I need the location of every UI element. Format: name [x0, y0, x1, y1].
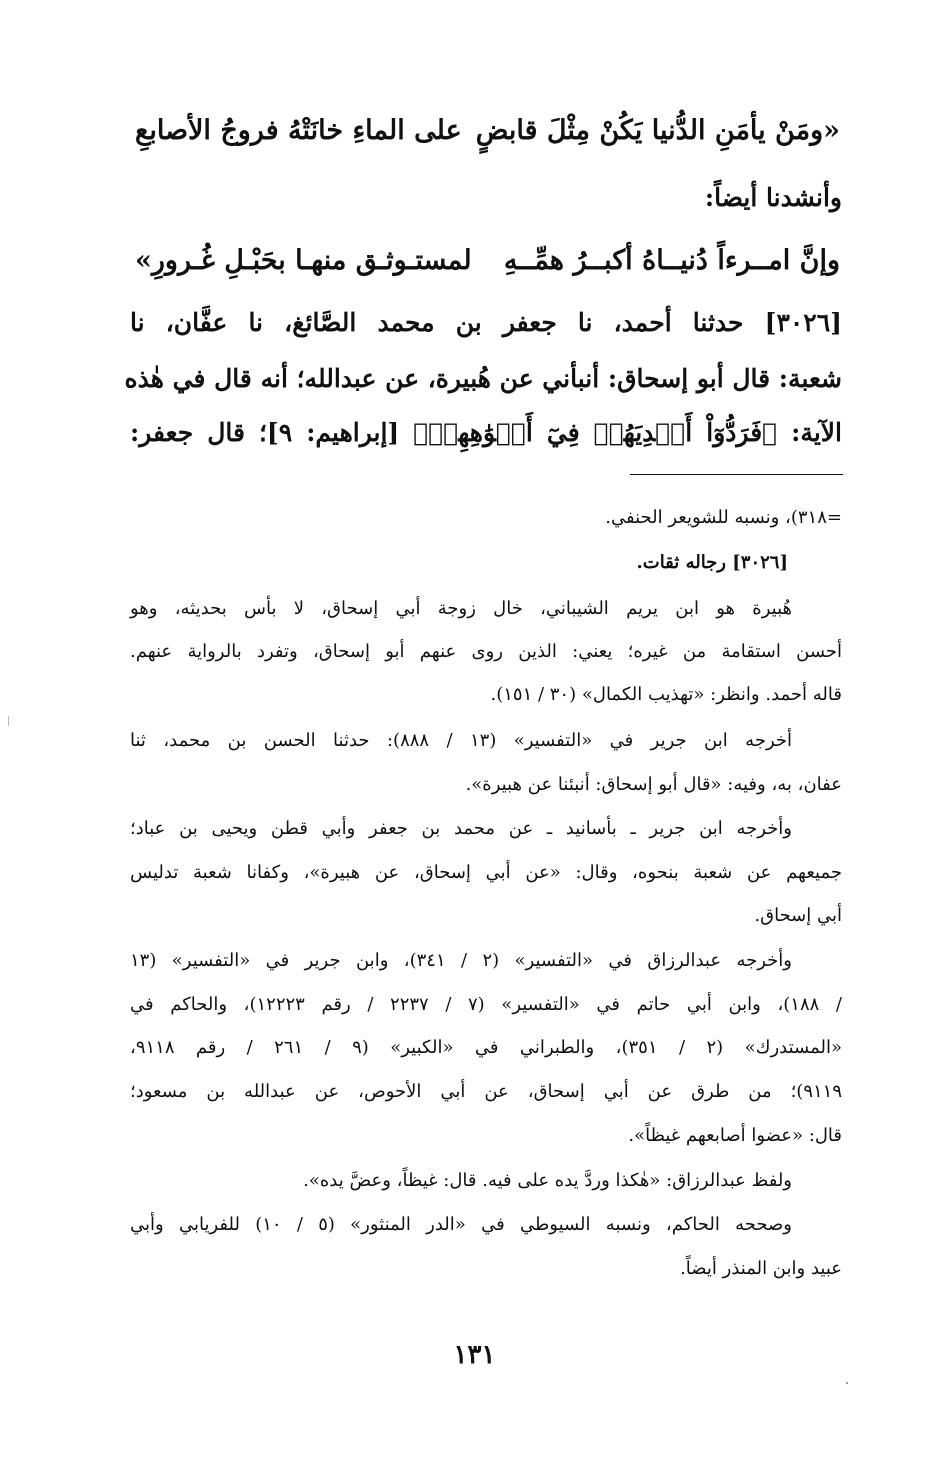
footnote-line-17: وصححه الحاكم، ونسبه السيوطي في «الدر المنثور» (٥ / ١٠) للفريابي وأبي	[130, 1214, 792, 1235]
scan-speck	[846, 1382, 848, 1384]
footnote-line-10: أبي إسحاق.	[754, 905, 842, 926]
main-text-line-1: [٣٠٢٦] حدثنا أحمد، نا جعفر بن محمد الصَّائغ، نا عفَّان، نا	[130, 308, 842, 337]
verse-2-first-hemistich: وإنَّ امــرءاً دُنيــاهُ أكبــرُ همِّــهِ	[503, 245, 840, 276]
scan-edge-mark	[8, 716, 9, 726]
footnote-line-1: =٣١٨)، ونسبه للشويعر الحنفي.	[605, 507, 842, 528]
footnote-line-9: جميعهم عن شعبة بنحوه، وقال: «عن أبي إسحاق، عن هبيرة»، وكفانا شعبة تدليس	[130, 862, 842, 883]
footnote-line-6: أخرجه ابن جرير في «التفسير» (١٣ / ٨٨٨): حدثنا الحسن بن محمد، ثنا	[130, 730, 793, 751]
footnote-line-3: هُبيرة هو ابن يريم الشيباني، خال زوجة أبي إسحاق، لا بأس بحديثه، وهو	[130, 598, 792, 619]
verse-line-1	[135, 115, 840, 165]
main-text-line-2: شعبة: قال أبو إسحاق: أنبأني عن هُبيرة، عن عبدالله؛ أنه قال في هٰذه	[124, 364, 842, 393]
main-text-line-3: الآية: ﴿فَرَدُّوٓاْ أَيۡدِيَهُمۡ فِيٓ أَفۡوَٰهِهِمۡ﴾ [إبراهيم: ٩]؛ قال جعفر:	[130, 418, 842, 447]
footnote-line-16: ولفظ عبدالرزاق: «هٰكذا وردَّ يده على فيه. قال: غيظاً، وعضَّ يده».	[303, 1170, 792, 1191]
footnote-separator	[630, 474, 843, 475]
footnote-line-15: قال: «عضوا أصابعهم غيظاً».	[628, 1125, 842, 1146]
verse-1-second-hemistich: على الماءِ خانَتْهُ فروجُ الأصابعِ	[135, 115, 462, 146]
page-number: ١٣١	[453, 1340, 496, 1370]
footnote-line-4: أحسن استقامة من غيره؛ يعني: الذين روى عنهم أبو إسحاق، وتفرد بالرواية عنهم.	[130, 641, 842, 662]
footnote-line-11: وأخرجه عبدالرزاق في «التفسير» (٢ / ٣٤١)، وابن جرير في «التفسير» (١٣	[130, 950, 792, 971]
footnote-line-8: وأخرجه ابن جرير ـ بأسانيد ـ عن محمد بن جعفر وأبي قطن ويحيى بن عباد؛	[130, 818, 792, 839]
verse-1-first-hemistich: «ومَنْ يأمَنِ الدُّنيا يَكُنْ مِثْلَ قابضٍ	[475, 115, 840, 146]
footnote-line-18: عبيد وابن المنذر أيضاً.	[680, 1258, 842, 1279]
footnote-line-5: قاله أحمد. وانظر: «تهذيب الكمال» (٣٠ / ١٥١).	[490, 684, 842, 705]
verse-2-second-hemistich: لمستـوثـق منهـا بحَبْـلِ غُـرورِ»	[135, 245, 472, 276]
footnote-line-14: ٩١١٩)؛ من طرق عن أبي إسحاق، عن أبي الأحوص، عن عبدالله بن مسعود؛	[130, 1081, 842, 1102]
footnote-line-13: «المستدرك» (٢ / ٣٥١)، والطبراني في «الكبير» (٩ / ٢٦١ / رقم ٩١١٨،	[130, 1037, 842, 1058]
footnote-line-12: / ١٨٨)، وابن أبي حاتم في «التفسير» (٧ / ٢٢٣٧ / رقم ١٢٢٢٣)، والحاكم في	[130, 994, 842, 1015]
intro-line: وأنشدنا أيضاً:	[704, 183, 842, 212]
verse-line-2	[135, 245, 840, 295]
footnote-line-7: عفان، به، وفيه: «قال أبو إسحاق: أنبئنا عن هبيرة».	[465, 774, 842, 795]
footnote-line-2: [٣٠٢٦] رجاله ثقات.	[636, 552, 788, 573]
